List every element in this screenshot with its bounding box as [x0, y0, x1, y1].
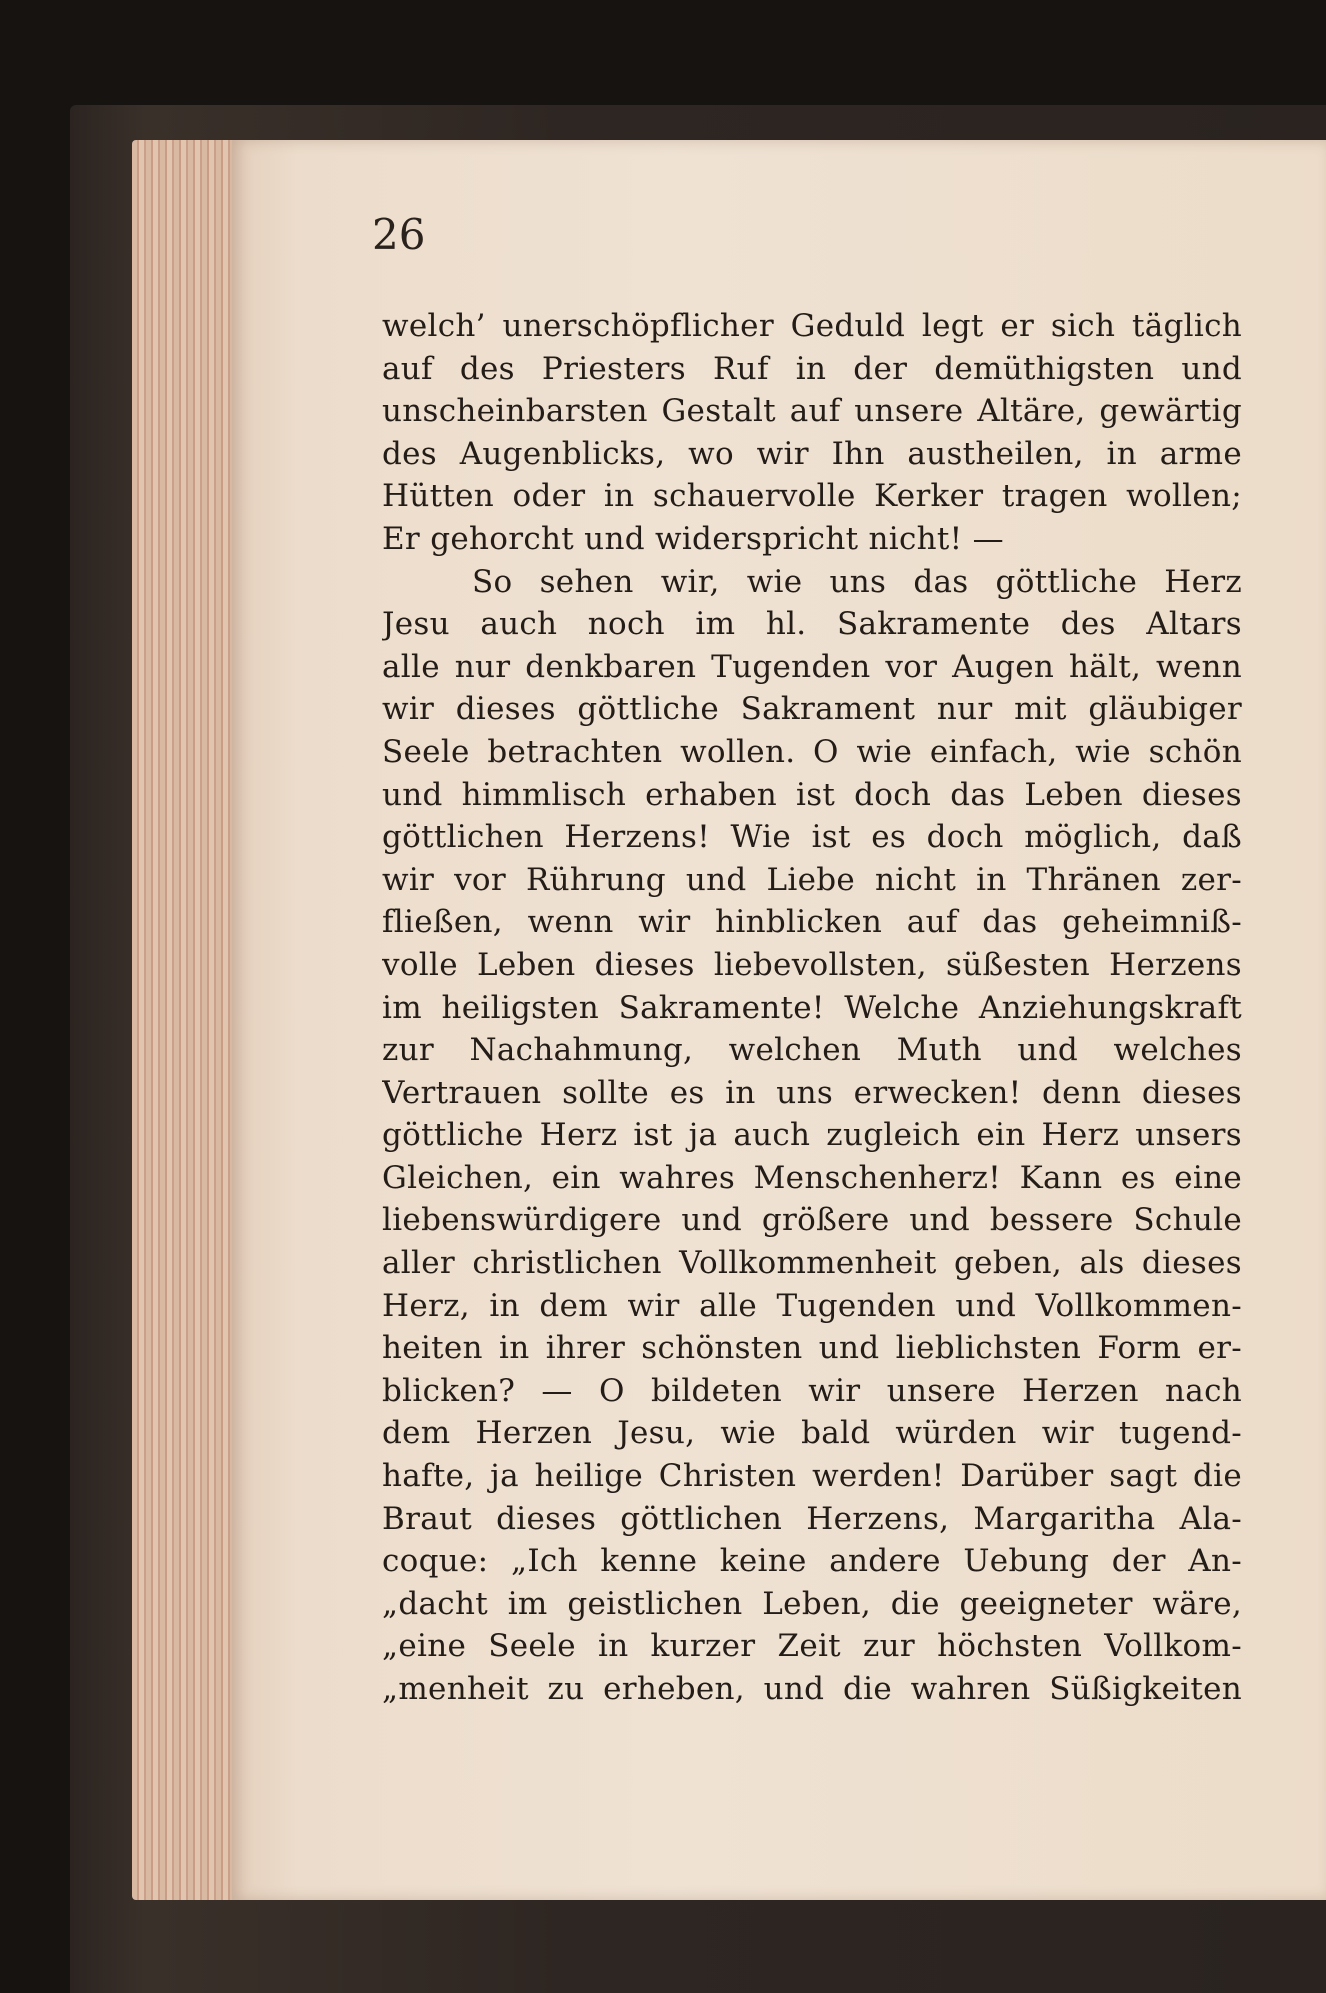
text-line: So sehen wir, wie uns das göttliche Herz — [472, 563, 1242, 600]
text-line: auf des Priesters Ruf in der demüthigsten und — [382, 350, 1242, 387]
text-line: und himmlisch erhaben ist doch das Leben dieses — [382, 776, 1242, 813]
text-line: Herz, in dem wir alle Tugenden und Vollkommen- — [382, 1287, 1242, 1324]
text-line: liebenswürdigere und größere und bessere Schule — [382, 1202, 1242, 1239]
text-line: unscheinbarsten Gestalt auf unsere Altäre, gewärtig — [382, 393, 1242, 430]
text-line: zur Nachahmung, welchen Muth und welches — [382, 1032, 1242, 1069]
text-line: Seele betrachten wollen. O wie einfach, wie schön — [382, 733, 1242, 770]
text-line: welch’ unerschöpflicher Geduld legt er sich täglich — [382, 308, 1242, 344]
text-line: göttlichen Herzens! Wie ist es doch möglich, daß — [382, 819, 1242, 856]
book-page — [232, 140, 1326, 1900]
text-line: volle Leben dieses liebevollsten, süßesten Herzens — [382, 946, 1242, 983]
page-number: 26 — [372, 210, 426, 259]
text-line: des Augenblicks, wo wir Ihn austheilen, in arme — [382, 435, 1242, 472]
text-line: „menheit zu erheben, und die wahren Süßigkeiten — [382, 1671, 1242, 1707]
text-line: Braut dieses göttlichen Herzens, Margaritha Ala- — [382, 1500, 1242, 1537]
text-line: „eine Seele in kurzer Zeit zur höchsten Vollkom- — [382, 1628, 1242, 1665]
text-line: Er gehorcht und widerspricht nicht! — — [382, 520, 1004, 557]
text-line: coque: „Ich kenne keine andere Uebung der An- — [382, 1543, 1242, 1580]
text-line: Hütten oder in schauervolle Kerker tragen wollen; — [382, 478, 1242, 515]
text-line: „dacht im geistlichen Leben, die geeigneter wäre, — [382, 1585, 1242, 1622]
body-text — [382, 305, 1242, 1711]
text-line: Gleichen, ein wahres Menschenherz! Kann es eine — [382, 1159, 1242, 1196]
text-line: im heiligsten Sakramente! Welche Anziehungskraft — [382, 989, 1242, 1026]
text-line: wir dieses göttliche Sakrament nur mit gläubiger — [382, 691, 1242, 728]
text-line: fließen, wenn wir hinblicken auf das geheimniß- — [382, 904, 1242, 941]
text-line: blicken? — O bildeten wir unsere Herzen nach — [382, 1372, 1242, 1409]
text-line: hafte, ja heilige Christen werden! Darüber sagt die — [382, 1458, 1242, 1495]
text-line: göttliche Herz ist ja auch zugleich ein Herz unsers — [382, 1117, 1242, 1154]
text-line: heiten in ihrer schönsten und lieblichsten Form er- — [382, 1330, 1242, 1367]
text-line: dem Herzen Jesu, wie bald würden wir tugend- — [382, 1415, 1242, 1452]
text-line: wir vor Rührung und Liebe nicht in Thränen zer- — [382, 861, 1242, 898]
text-line: alle nur denkbaren Tugenden vor Augen hält, wenn — [382, 648, 1242, 685]
text-line: Jesu auch noch im hl. Sakramente des Altars — [382, 606, 1242, 643]
text-line: Vertrauen sollte es in uns erwecken! denn dieses — [382, 1074, 1242, 1111]
text-line: aller christlichen Vollkommenheit geben, als dieses — [382, 1245, 1242, 1282]
